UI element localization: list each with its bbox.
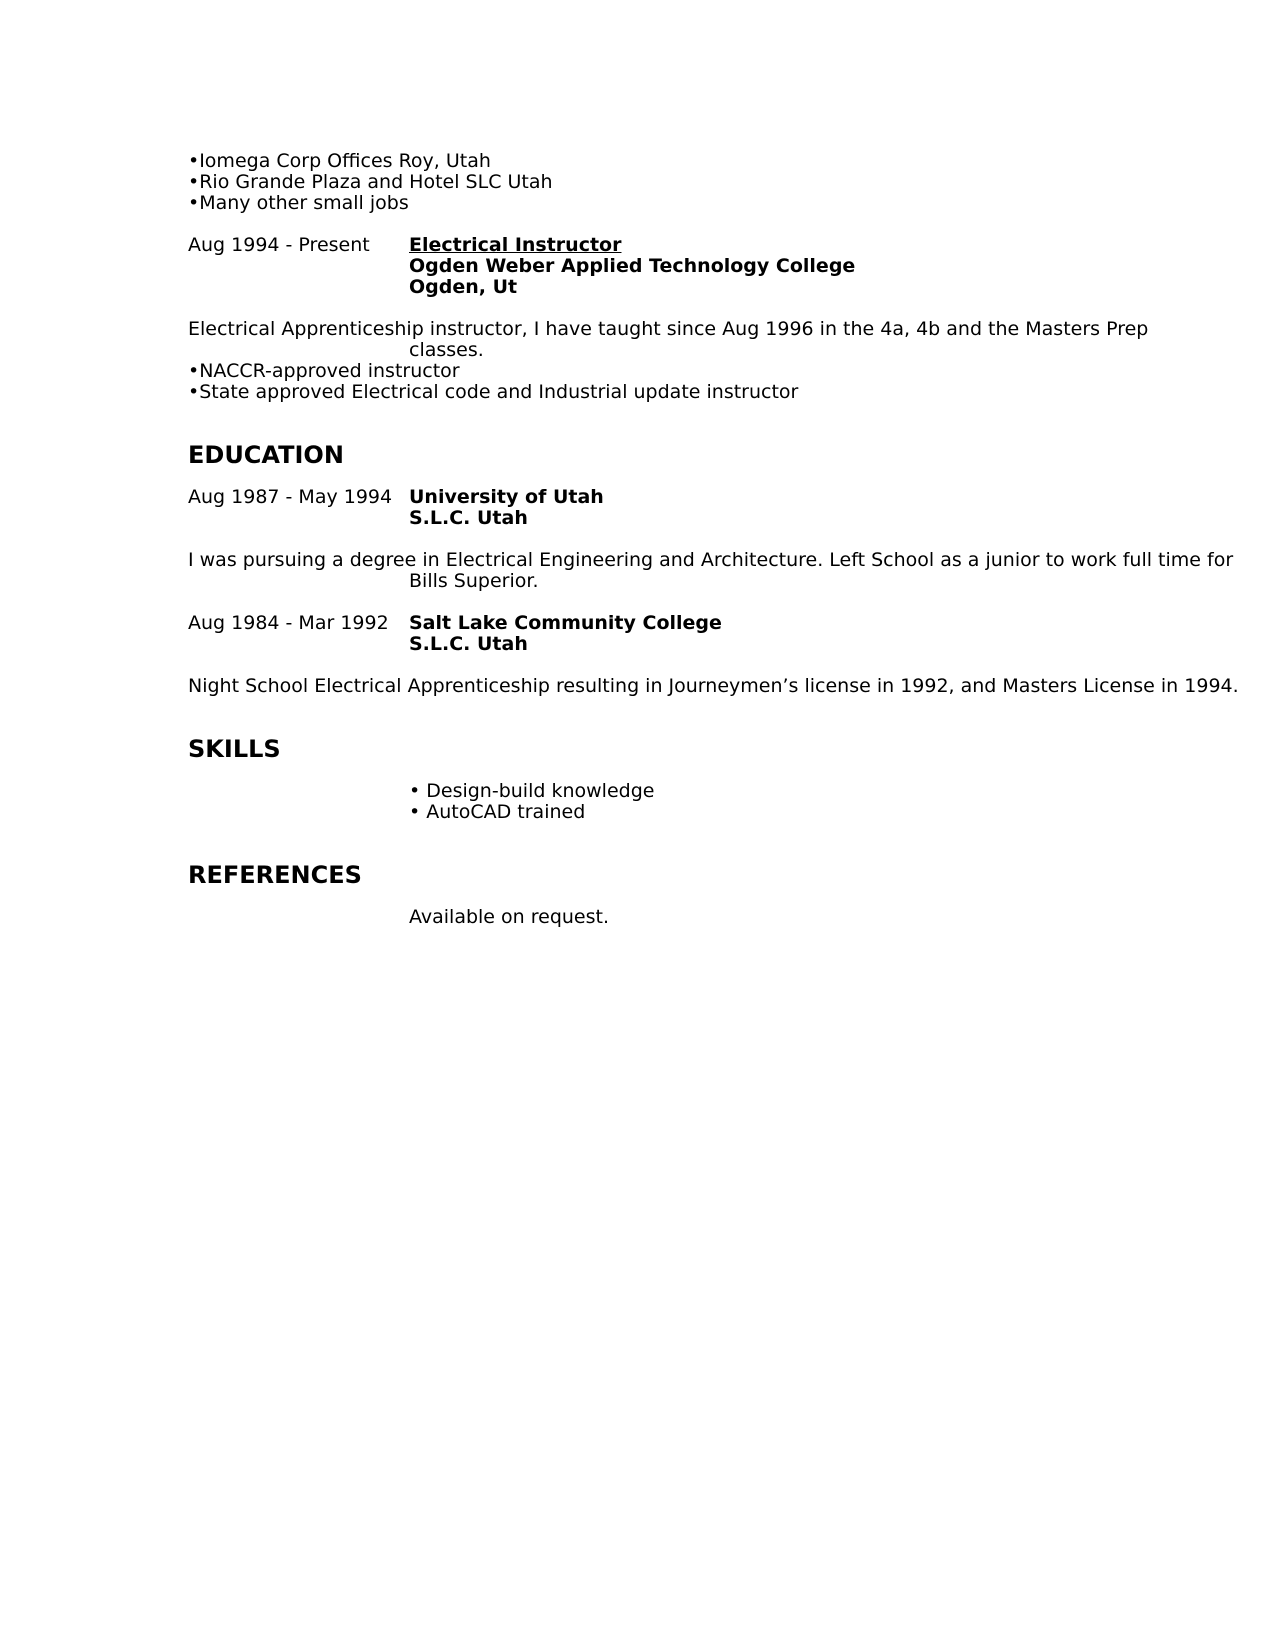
education-entry — [188, 487, 1088, 529]
previous-jobs-list — [188, 151, 1088, 214]
school-location: S.L.C. Utah — [409, 633, 528, 655]
skills-list — [409, 781, 1088, 823]
school-name: Salt Lake Community College — [409, 612, 722, 634]
job-date: Aug 1994 - Present — [188, 234, 370, 256]
school-location: S.L.C. Utah — [409, 507, 528, 529]
school-name: University of Utah — [409, 486, 604, 508]
education-description: Night School Electrical Apprenticeship resulting in Journeymen’s license in 1992, and Masters License in 1994. — [188, 675, 1239, 697]
references-text: Available on request. — [409, 906, 610, 928]
education-date: Aug 1984 - Mar 1992 — [188, 612, 389, 634]
references-heading: REFERENCES — [188, 861, 362, 889]
job-location: Ogden, Ut — [409, 276, 518, 298]
list-item: •State approved Electrical code and Industrial update instructor — [188, 381, 799, 403]
job-description: Electrical Apprenticeship instructor, I have taught since Aug 1996 in the 4a, 4b and the Masters Prep classes. — [188, 318, 1149, 361]
job-title: Electrical Instructor — [409, 234, 622, 256]
education-entry — [188, 613, 1088, 655]
list-item: • AutoCAD trained — [409, 801, 586, 823]
list-item: •NACCR-approved instructor — [188, 360, 460, 382]
list-item: •Iomega Corp Offices Roy, Utah — [188, 150, 491, 172]
job-entry — [188, 235, 1088, 298]
list-item: •Rio Grande Plaza and Hotel SLC Utah — [188, 171, 553, 193]
resume-page — [188, 150, 1239, 928]
education-heading: EDUCATION — [188, 441, 344, 469]
list-item: • Design-build knowledge — [409, 780, 655, 802]
education-date: Aug 1987 - May 1994 — [188, 486, 393, 508]
list-item: •Many other small jobs — [188, 192, 409, 214]
education-description: I was pursuing a degree in Electrical Engineering and Architecture. Left School as a junior to work full time for Bills Superior. — [188, 549, 1234, 592]
job-organization: Ogden Weber Applied Technology College — [409, 255, 856, 277]
skills-heading: SKILLS — [188, 735, 281, 763]
